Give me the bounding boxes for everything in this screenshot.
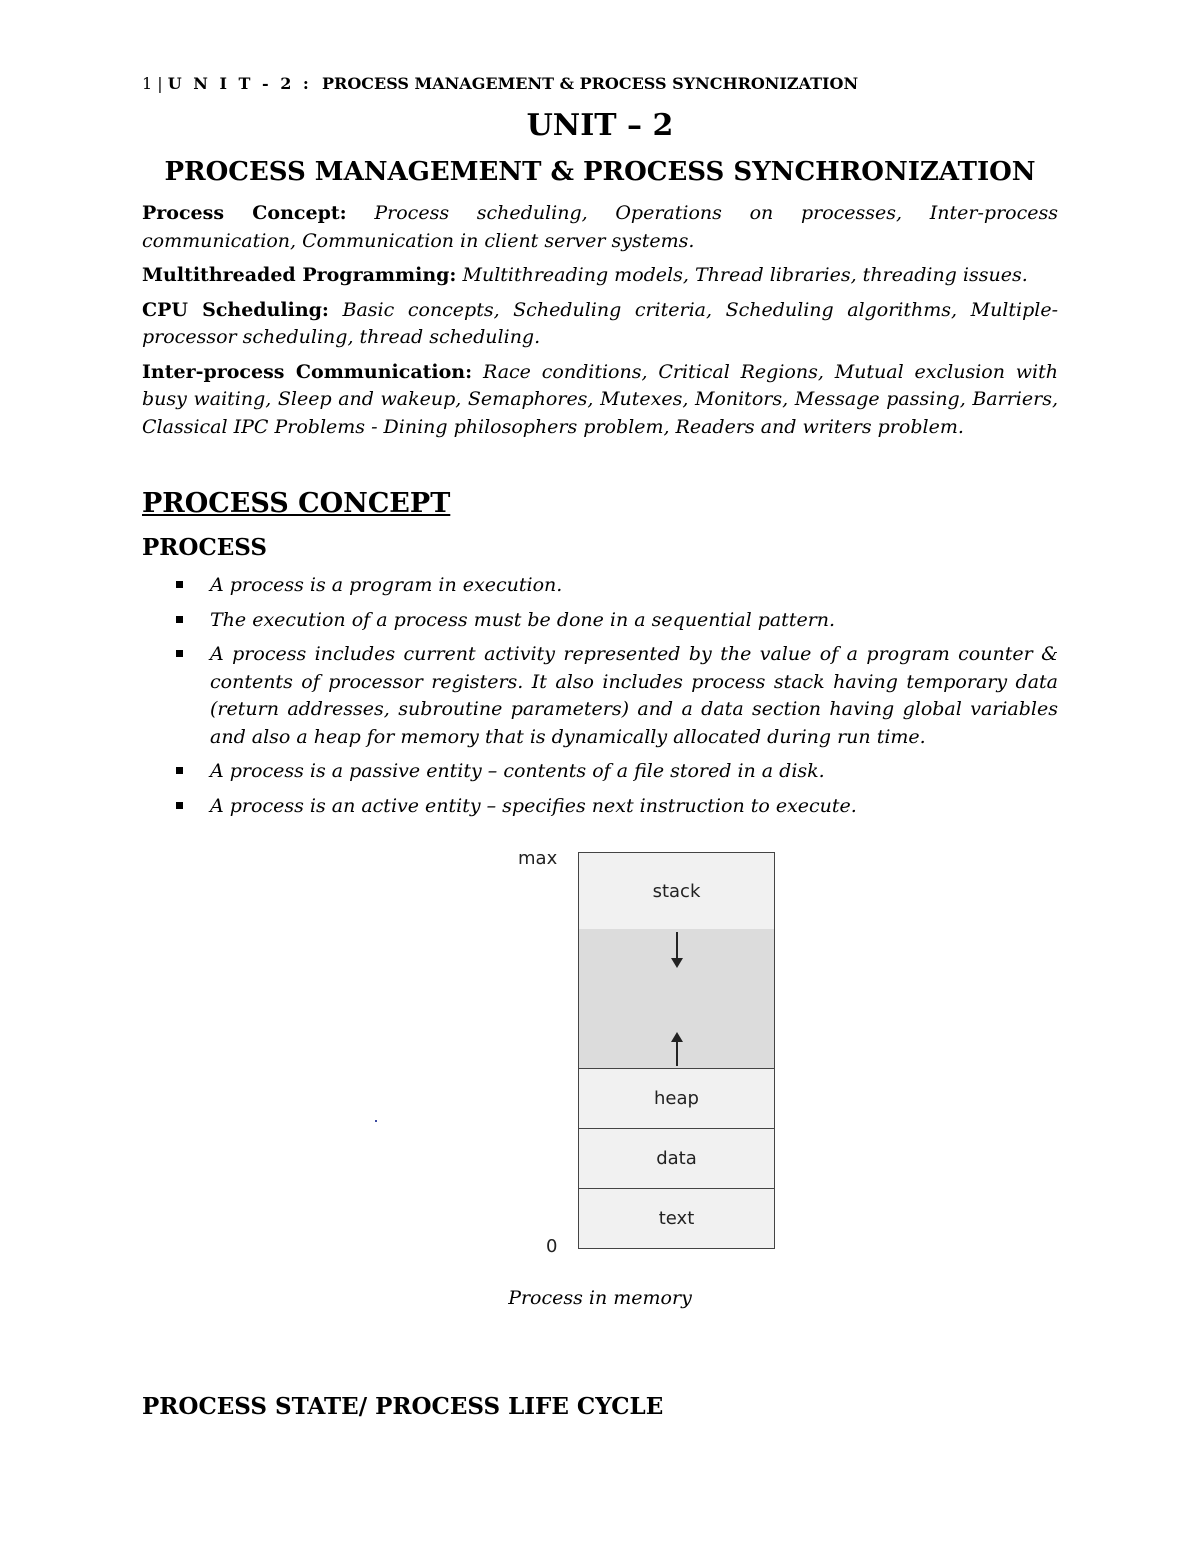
list-item-text: A process includes current activity represented by the value of a program counter & contents of processor registers. It also includes process stack having temporary data (return addresses, subroutine parameters) and a data section having global variables and also a heap for memory that is dynamically allocated during run time. bbox=[210, 643, 1058, 748]
segment-text-label: text bbox=[658, 1208, 695, 1229]
segment-heap bbox=[578, 1068, 775, 1129]
arrow-up-icon bbox=[676, 1034, 678, 1066]
syllabus-label: Process Concept: bbox=[142, 202, 347, 224]
syllabus-item bbox=[142, 200, 1058, 255]
syllabus-item bbox=[142, 359, 1058, 442]
syllabus-text: Process scheduling, Operations on processes, Inter-process communication, Communication in client server systems. bbox=[142, 202, 1058, 252]
syllabus-item bbox=[142, 297, 1058, 352]
segment-text bbox=[578, 1188, 775, 1249]
header-unit-label: U N I T - 2 : bbox=[167, 74, 312, 93]
segment-data-label: data bbox=[656, 1148, 697, 1169]
bullet-square-icon bbox=[176, 802, 183, 809]
bullet-square-icon bbox=[176, 767, 183, 774]
syllabus-text: Basic concepts, Scheduling criteria, Scheduling algorithms, Multiple-processor scheduling, thread scheduling. bbox=[142, 298, 1058, 348]
segment-stack-label: stack bbox=[652, 880, 701, 902]
label-max: max bbox=[518, 848, 558, 869]
syllabus-label: Multithreaded Programming: bbox=[142, 264, 457, 286]
list-item bbox=[176, 641, 1058, 751]
list-item bbox=[176, 572, 1058, 600]
next-section-heading: PROCESS STATE/ PROCESS LIFE CYCLE bbox=[142, 1393, 664, 1420]
segment-stack bbox=[578, 852, 775, 930]
list-item-text: A process is an active entity – specifies next instruction to execute. bbox=[210, 794, 857, 817]
document-title: PROCESS MANAGEMENT & PROCESS SYNCHRONIZATION bbox=[164, 157, 1036, 187]
page-number: 1 bbox=[142, 74, 153, 93]
stray-mark bbox=[375, 1120, 377, 1122]
segment-data bbox=[578, 1128, 775, 1189]
syllabus-item bbox=[142, 262, 1058, 290]
process-memory-diagram bbox=[510, 840, 800, 1260]
header-separator: | bbox=[157, 74, 163, 93]
bullet-list bbox=[176, 572, 1058, 827]
bullet-square-icon bbox=[176, 650, 183, 657]
bullet-square-icon bbox=[176, 616, 183, 623]
list-item-text: A process is a passive entity – contents of a file stored in a disk. bbox=[210, 760, 825, 782]
label-zero: 0 bbox=[546, 1236, 558, 1257]
header-title: PROCESS MANAGEMENT & PROCESS SYNCHRONIZATION bbox=[322, 74, 859, 93]
syllabus bbox=[142, 200, 1058, 448]
list-item bbox=[176, 758, 1058, 786]
figure-caption: Process in memory bbox=[508, 1287, 692, 1309]
section-heading: PROCESS CONCEPT bbox=[142, 488, 451, 519]
arrow-down-icon bbox=[676, 932, 678, 966]
list-item-text: The execution of a process must be done in a sequential pattern. bbox=[210, 608, 836, 631]
segment-heap-label: heap bbox=[654, 1088, 699, 1109]
running-header bbox=[142, 74, 858, 93]
list-item bbox=[176, 607, 1058, 635]
syllabus-label: CPU Scheduling: bbox=[142, 298, 329, 321]
list-item-text: A process is a program in execution. bbox=[210, 574, 563, 596]
subsection-heading: PROCESS bbox=[142, 534, 267, 561]
bullet-square-icon bbox=[176, 581, 183, 588]
list-item bbox=[176, 793, 1058, 821]
unit-title: UNIT – 2 bbox=[526, 108, 674, 143]
syllabus-text: Race conditions, Critical Regions, Mutual exclusion with busy waiting, Sleep and wakeup, Semaphores, Mutexes, Monitors, Message passing, Barriers, Classical IPC Problems - Dining philosophers problem, Readers and writers problem. bbox=[142, 360, 1058, 438]
syllabus-label: Inter-process Communication: bbox=[142, 360, 473, 383]
syllabus-text: Multithreading models, Thread libraries, threading issues. bbox=[462, 264, 1028, 286]
